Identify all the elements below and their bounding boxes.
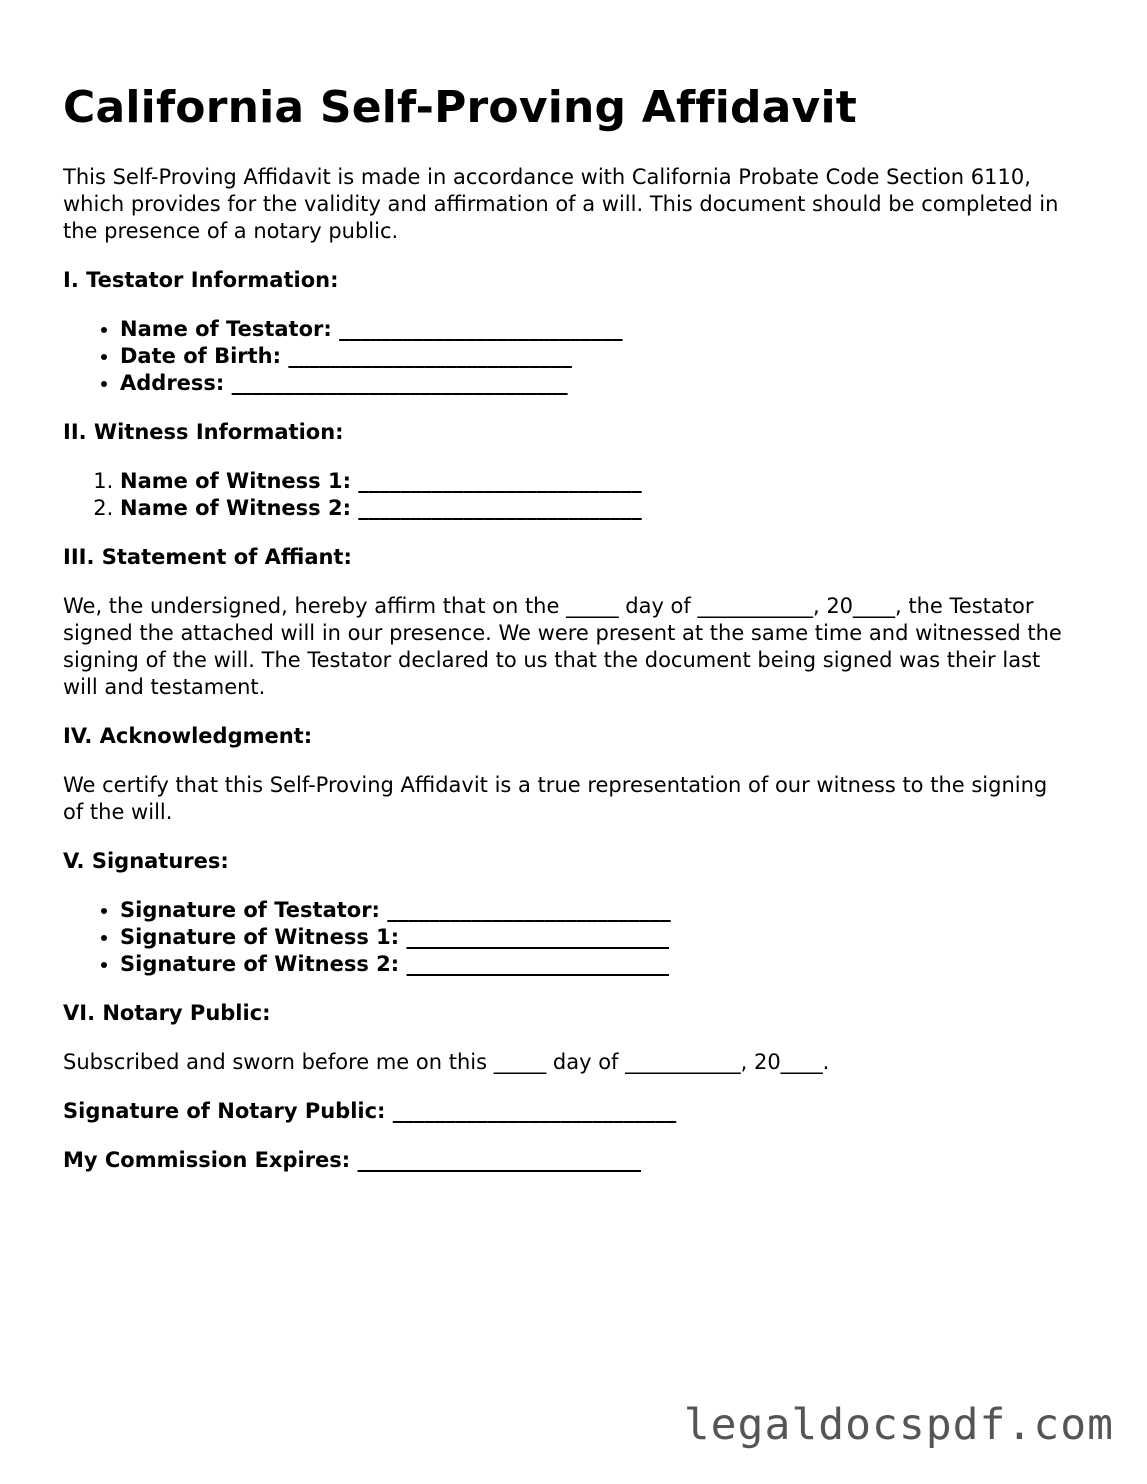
witness-info-list bbox=[63, 468, 1073, 522]
section-heading-statement: III. Statement of Affiant: bbox=[63, 545, 352, 569]
notary-sworn-paragraph: Subscribed and sworn before me on this _____ day of ___________, 20____. bbox=[63, 1050, 830, 1074]
commission-expiry-field: My Commission Expires: ___________________________ bbox=[63, 1148, 642, 1172]
signatures-list bbox=[63, 897, 1073, 978]
section-heading-witness: II. Witness Information: bbox=[63, 420, 344, 444]
statement-paragraph: We, the undersigned, hereby affirm that on the _____ day of ___________, 20____, the Testator signed the attached will in our presence. We were present at the same time and witnessed the signing of the will. The Testator declared to us that the document being signed was their last will and testament. bbox=[63, 594, 1062, 699]
testator-address-field: • Address: ________________________________ bbox=[120, 370, 1073, 397]
document-title: California Self-Proving Affidavit bbox=[63, 82, 857, 133]
section-heading-notary: VI. Notary Public: bbox=[63, 1001, 271, 1025]
testator-signature-field: • Signature of Testator: ___________________________ bbox=[120, 897, 1073, 924]
witness-2-name-field: 2. Name of Witness 2: ___________________________ bbox=[120, 495, 1073, 522]
testator-name-field: • Name of Testator: ___________________________ bbox=[120, 316, 1073, 343]
section-heading-testator: I. Testator Information: bbox=[63, 268, 339, 292]
document-page bbox=[63, 78, 1073, 1174]
intro-paragraph: This Self-Proving Affidavit is made in accordance with California Probate Code Section 6110, which provides for the validity and affirmation of a will. This document should be completed in the presence of a notary public. bbox=[63, 165, 1059, 243]
section-heading-signatures: V. Signatures: bbox=[63, 849, 229, 873]
watermark-text: legaldocspdf.com bbox=[683, 1400, 1114, 1450]
testator-dob-field: • Date of Birth: ___________________________ bbox=[120, 343, 1073, 370]
witness-1-name-field: 1. Name of Witness 1: ___________________________ bbox=[120, 468, 1073, 495]
witness-2-signature-field: • Signature of Witness 2: _________________________ bbox=[120, 951, 1073, 978]
notary-signature-field: Signature of Notary Public: ___________________________ bbox=[63, 1099, 677, 1123]
witness-1-signature-field: • Signature of Witness 1: _________________________ bbox=[120, 924, 1073, 951]
section-heading-acknowledgment: IV. Acknowledgment: bbox=[63, 724, 313, 748]
acknowledgment-paragraph: We certify that this Self-Proving Affidavit is a true representation of our witness to the signing of the will. bbox=[63, 773, 1048, 824]
testator-info-list bbox=[63, 316, 1073, 397]
